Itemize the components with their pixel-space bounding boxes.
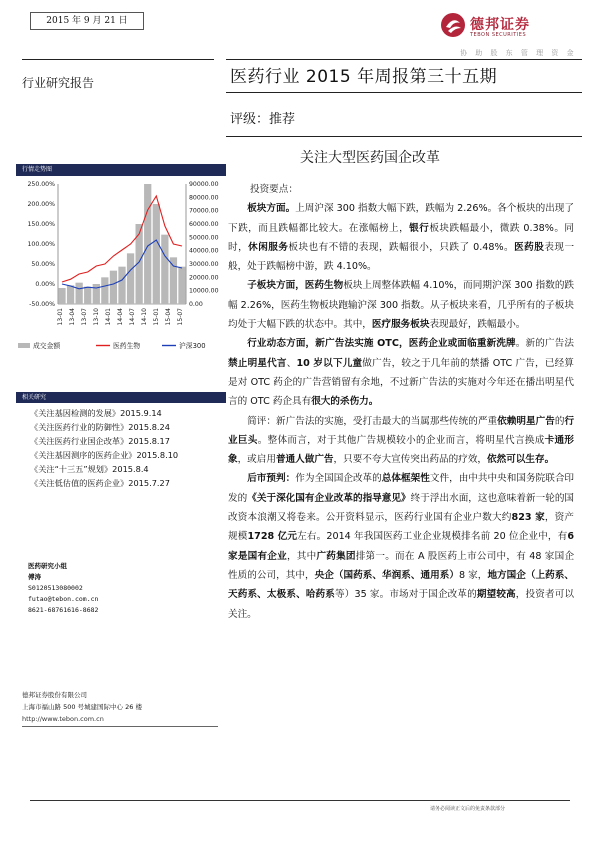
legend-swatch-volume [18,343,30,348]
chart-right-tick-label: 10000.00 [189,287,219,295]
rating-divider [226,136,582,137]
volume-bar [118,267,125,304]
legend-label-volume: 成交金额 [33,342,61,350]
volume-bar [84,287,91,304]
legend-label-hs300: 沪深300 [179,342,206,350]
footer-divider [30,800,570,801]
chart-x-tick-label: 15-01 [153,308,160,326]
report-body [228,180,574,624]
chart-left-tick-label: 50.00% [31,261,55,268]
chart-x-tick-label: 15-07 [177,308,184,326]
legend-label-medical: 医药生物 [113,342,141,350]
market-trend-chart [16,176,226,356]
report-date: 2015 年 9 月 21 日 [30,12,144,30]
chart-right-tick-label: 0.00 [189,301,203,308]
company-logo [440,12,580,62]
volume-bar [170,257,177,304]
chart-right-tick-label: 40000.00 [189,247,219,255]
key-points-heading: 投资要点： [250,184,298,195]
chart-left-tick-label: -50.00% [29,301,55,308]
related-item[interactable]: 《关注医药行业的防御性》2015.8.24 [30,422,170,432]
volume-bar [76,283,83,304]
chart-x-tick-label: 15-04 [165,308,172,326]
volume-bar [178,267,185,304]
chart-left-tick-label: 250.00% [27,181,55,188]
report-subtitle: 关注大型医药国企改革 [300,150,440,166]
chart-right-tick-label: 50000.00 [189,234,219,242]
volume-bar [153,204,160,304]
logo-english-name: TEBON SECURITIES [470,32,527,38]
related-item[interactable]: 《关注低估值的医药企业》2015.7.27 [30,478,170,488]
rating-label: 评级：推荐 [230,112,296,127]
volume-bar [110,271,117,304]
chart-x-tick-label: 13-07 [81,308,88,326]
chart-left-tick-label: 200.00% [27,201,55,208]
chart-right-tick-label: 20000.00 [189,274,219,282]
analyst-phone: 8621-68761616-8682 [28,606,99,614]
analyst-group: 医药研究小组 [28,562,67,570]
volume-bar [127,253,134,304]
chart-left-tick-label: 150.00% [27,221,55,228]
related-item[interactable]: 《关注“十三五”规划》2015.8.4 [30,464,149,474]
tebon-logo-icon [440,12,466,38]
paragraph-comment: 简评：新广告法的实施，受打击最大的当属那些传统的严重依赖明星广告的行业巨头。整体而言，对于其他广告规模较小的企业而言，将明星代言换成卡通形象，或启用普通人做广告，只要不夸大宣传突出药品的疗效，依然可以生存。 [228,415,575,466]
chart-x-tick-label: 14-07 [129,308,136,326]
chart-right-tick-label: 60000.00 [189,221,219,228]
related-item[interactable]: 《关注基因测序的医药企业》2015.8.10 [30,450,179,460]
company-divider [22,726,218,727]
chart-right-tick-label: 80000.00 [189,194,219,202]
volume-bar [101,277,108,304]
chart-left-tick-label: 100.00% [27,241,55,248]
chart-x-tick-label: 13-04 [69,308,76,326]
chart-x-tick-label: 14-10 [141,308,148,326]
related-research-header: 相关研究 [16,392,226,403]
chart-right-tick-label: 90000.00 [189,181,219,188]
related-item[interactable]: 《关注医药行业国企改革》2015.8.17 [30,436,170,446]
chart-right-tick-label: 70000.00 [189,207,219,215]
chart-x-tick-label: 14-01 [105,308,112,326]
chart-x-tick-label: 14-04 [117,308,124,326]
volume-bar [58,288,65,304]
company-info [22,689,222,725]
logo-slogan: 协 助 股 东 管 理 资 金 [460,49,577,57]
title-divider [226,92,582,93]
related-research-list [30,406,230,490]
paragraph-sector: 板块方面。上周沪深 300 指数大幅下跌，跌幅为 2.26%。各个板块的出现了下跌，而且跌幅都比较大。在涨幅榜上，银行板块跌幅最小，微跌 0.38%。同时，休闲服务板块也有不错的表现，跌幅很小，只跌了 0.48%。医药股表现一般，处于跌幅榜中游，跌 4.10%。 [228,203,575,273]
chart-left-tick-label: 0.00% [35,281,55,288]
chart-x-tick-label: 13-10 [93,308,100,326]
paragraph-industry-news: 行业动态方面，新广告法实施 OTC，医药企业或面临重新洗牌。新的广告法禁止明星代言、10 岁以下儿童做广告，较之于几年前的禁播 OTC 广告，已经算是对 OTC 药企的广告营销留有余地，不过新广告法的实施对今年还在播出明星代言的 OTC 药企具有很大的杀伤力。 [228,338,575,408]
related-item[interactable]: 《关注基因检测的发展》2015.9.14 [30,408,162,418]
analyst-info [28,561,208,616]
chart-x-tick-label: 13-01 [57,308,64,326]
analyst-cert: S0120513080002 [28,584,83,592]
analyst-email[interactable]: futao@tebon.com.cn [28,595,99,603]
analyst-name: 傅涛 [28,573,41,581]
header-divider-right [226,59,582,60]
chart-header: 行情走势图 [16,164,226,176]
chart-svg [16,176,226,356]
logo-chinese-name: 德邦证券 [470,17,530,33]
volume-bar [67,285,74,304]
volume-bar [161,235,168,304]
paragraph-outlook: 后市预判：作为全国国企改革的总体框架性文件，由中共中央和国务院联合印发的《关于深化国有企业改革的指导意见》终于浮出水面，这也意味着新一轮的国改资本浪潮又将卷来。公开资料显示，医药行业国有企业户数大约823 家，资产规模1728 亿元左右。2014 年我国医药工业企业规模排名前 20 位企业中，有6 家是国有企业，其中广药集团排第一。而在 A 股医药上市公司中，有 48 家国企性质的公司，其中，央企（国药系、华润系、通用系）8 家，地方国企（上药系、天药系、太极系、哈药系等）35 家。市场对于国企改革的期望较高，投资者可以关注。 [228,473,575,620]
company-name: 德邦证券股份有限公司 [22,691,87,699]
company-address: 上海市福山路 500 号城建国际中心 26 楼 [22,703,142,711]
report-type: 行业研究报告 [22,76,95,90]
company-website-link[interactable]: http://www.tebon.com.cn [22,715,104,723]
chart-right-tick-label: 30000.00 [189,261,219,268]
header-divider-left [22,59,214,60]
paragraph-subsector: 子板块方面，医药生物板块上周整体跌幅 4.10%，而同期沪深 300 指数的跌幅 2.26%，医药生物板块跑输沪深 300 指数。从子板块来看，几乎所有的子板块均处于大幅下跌的状态中。其中，医疗服务板块表现最好，跌幅最小。 [228,280,575,331]
disclaimer-note[interactable]: 请务必阅读正文后的免责条款部分 [430,806,506,812]
page-title: 医药行业 2015 年周报第三十五期 [230,67,498,87]
